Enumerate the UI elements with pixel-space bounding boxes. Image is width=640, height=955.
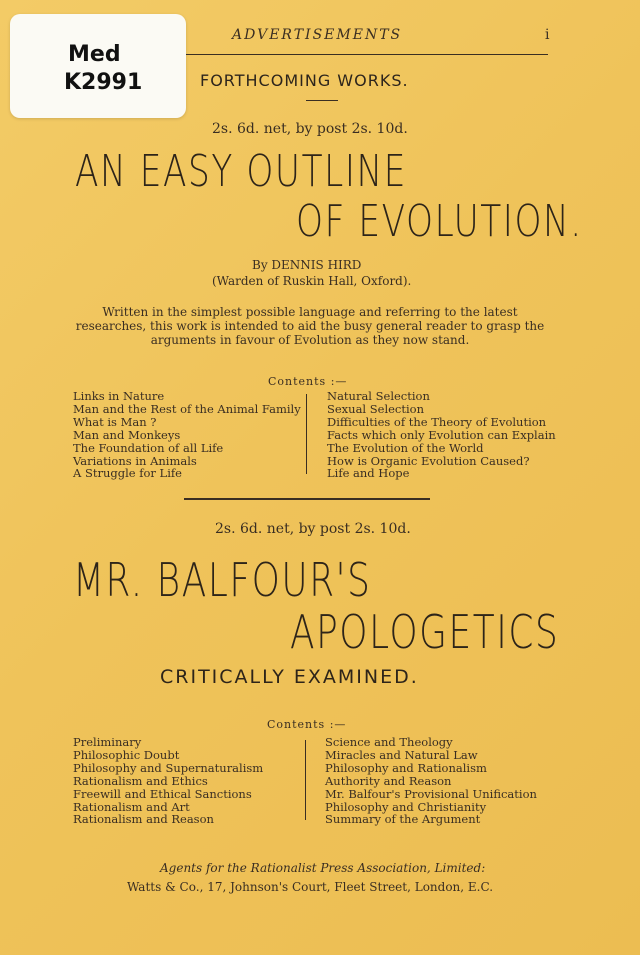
list-item: Man and the Rest of the Animal Family (73, 401, 301, 416)
list-item: Philosophy and Rationalism (325, 760, 487, 775)
list-item: Rationalism and Ethics (73, 773, 208, 788)
list-item: Miracles and Natural Law (325, 747, 478, 762)
list-item: Rationalism and Art (73, 799, 190, 814)
section-rule (184, 498, 430, 500)
list-item: Sexual Selection (327, 401, 425, 416)
list-item: Natural Selection (327, 389, 430, 403)
list-item: Authority and Reason (325, 773, 452, 788)
book2-price: 2s. 6d. net, by post 2s. 10d. (215, 521, 411, 537)
library-label (10, 14, 186, 118)
book2-contents-heading: Contents :— (267, 718, 347, 731)
label-line-1: Med (68, 42, 121, 67)
divider (306, 100, 338, 101)
book1-title-line1: AN EASY OUTLINE (75, 146, 407, 197)
book1-price: 2s. 6d. net, by post 2s. 10d. (212, 121, 408, 137)
list-item: Philosophy and Christianity (325, 799, 487, 814)
book1-author: By DENNIS HIRD (252, 258, 362, 272)
list-item: Man and Monkeys (73, 427, 181, 442)
list-item: Variations in Animals (73, 453, 197, 468)
book2-contents-right (325, 736, 537, 826)
footer-agents: Agents for the Rationalist Press Association, Limited: (160, 861, 486, 875)
list-item: The Foundation of all Life (73, 440, 224, 455)
book1-description: Written in the simplest possible language and referring to the latest researches, this work is intended to aid the busy general reader to grasp the arguments in favour of Evolution as they now stand. (75, 305, 545, 347)
book2-title-line1: MR. BALFOUR'S (73, 553, 372, 607)
list-item: Difficulties of the Theory of Evolution (327, 414, 547, 429)
list-item: What is Man ? (73, 414, 157, 429)
list-item: The Evolution of the World (327, 440, 484, 455)
book1-title-line2: OF EVOLUTION. (296, 196, 583, 247)
book1-author-note: (Warden of Ruskin Hall, Oxford). (212, 274, 412, 288)
section-heading: FORTHCOMING WORKS. (200, 71, 409, 90)
book1-contents-right (327, 390, 556, 480)
book2-title-line2: APOLOGETICS (290, 605, 560, 659)
running-header: ADVERTISEMENTS (232, 27, 403, 43)
list-item: Science and Theology (325, 735, 453, 749)
list-item: Philosophy and Supernaturalism (73, 760, 264, 775)
list-item: Preliminary (73, 735, 142, 749)
label-line-2: K2991 (64, 70, 143, 95)
header-rule (186, 54, 548, 55)
list-item: Freewill and Ethical Sanctions (73, 786, 252, 801)
list-item: Rationalism and Reason (73, 812, 214, 827)
footer-publisher: Watts & Co., 17, Johnson's Court, Fleet Street, London, E.C. (127, 880, 494, 894)
page-number: i (545, 27, 550, 43)
list-item: Philosophic Doubt (73, 747, 180, 762)
book1-contents-left (73, 390, 301, 480)
contents-divider (305, 740, 306, 820)
book2-contents-left (73, 736, 263, 826)
list-item: Facts which only Evolution can Explain (327, 427, 556, 442)
list-item: Links in Nature (73, 389, 165, 403)
book2-subtitle: CRITICALLY EXAMINED. (160, 666, 419, 688)
list-item: Mr. Balfour's Provisional Unification (325, 786, 537, 801)
book1-contents-heading: Contents :— (268, 375, 348, 388)
list-item: Summary of the Argument (325, 812, 481, 827)
list-item: How is Organic Evolution Caused? (327, 453, 530, 468)
list-item: A Struggle for Life (73, 466, 182, 481)
list-item: Life and Hope (327, 466, 410, 481)
contents-divider (306, 394, 307, 474)
